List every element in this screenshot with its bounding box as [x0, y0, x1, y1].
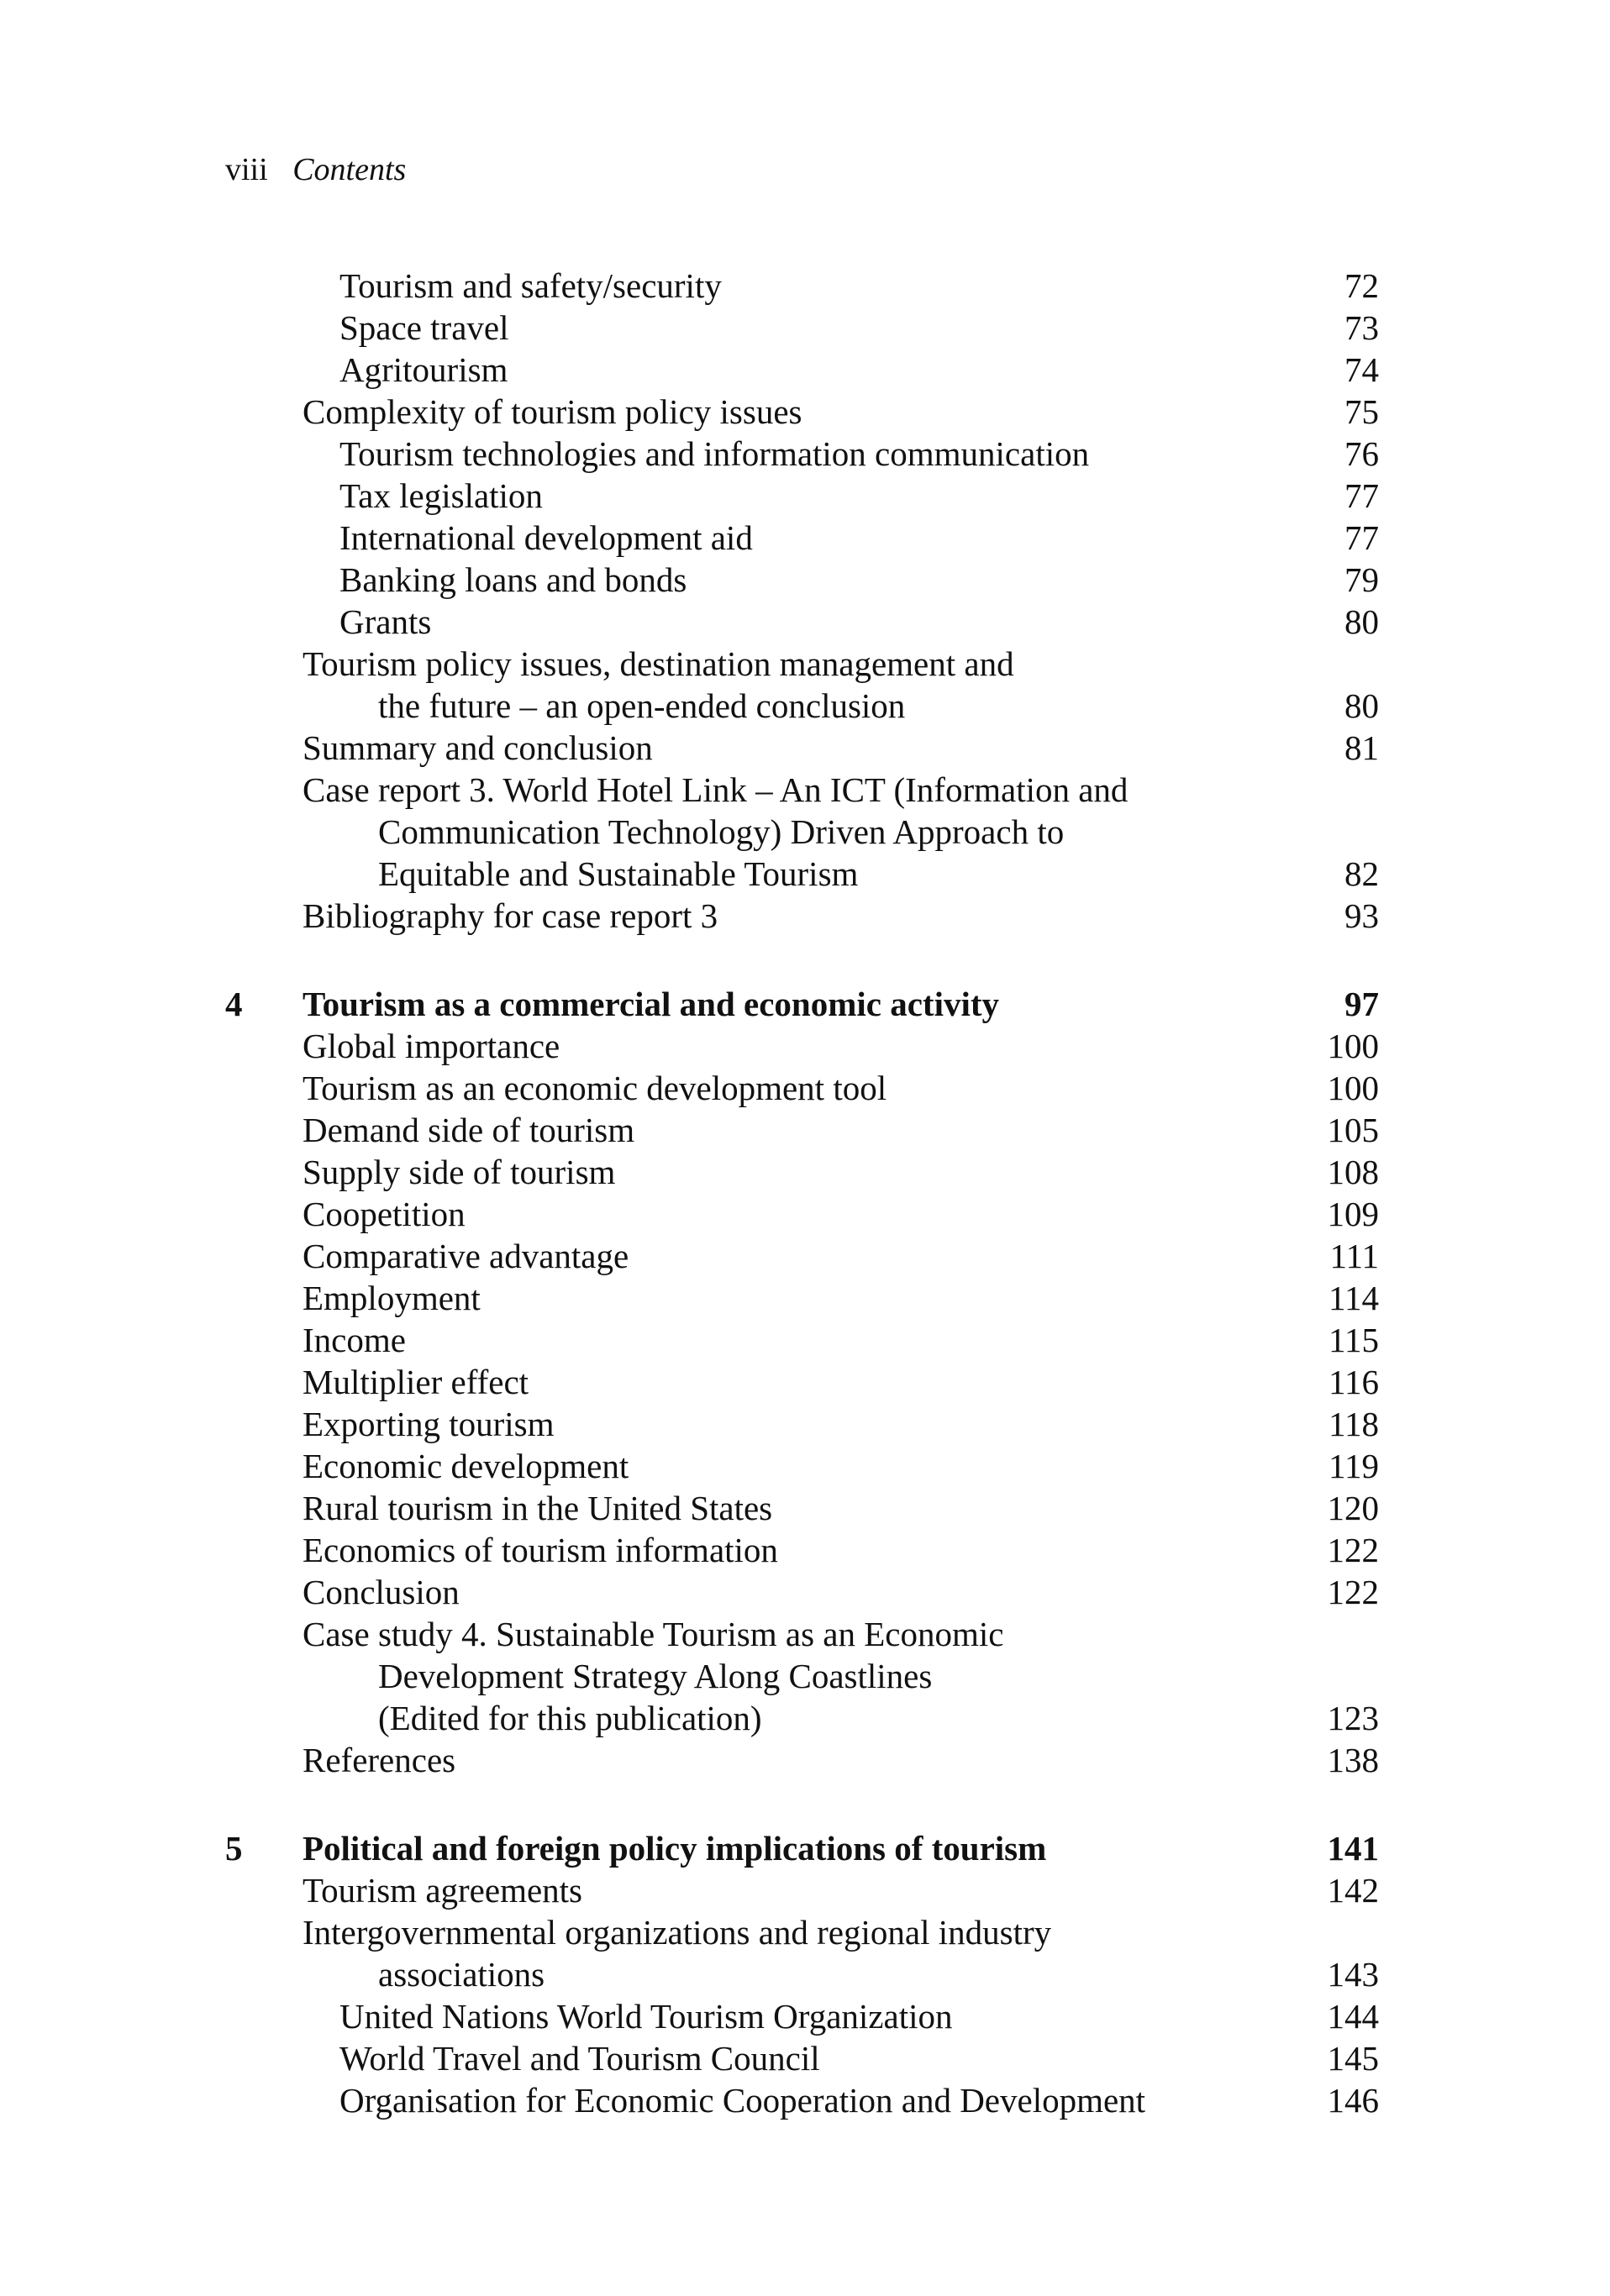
- running-head: [225, 150, 406, 190]
- page-number: 116: [1329, 1363, 1379, 1401]
- page-number: 80: [1344, 686, 1379, 725]
- toc-entry[interactable]: [0, 1067, 1610, 1109]
- entry-title: Summary and conclusion: [303, 728, 653, 767]
- page-number: 114: [1329, 1279, 1379, 1317]
- entry-title: Complexity of tourism policy issues: [303, 392, 802, 431]
- page-number: 100: [1327, 1069, 1379, 1107]
- entry-title: Tourism and safety/security: [339, 266, 722, 305]
- page-number: 82: [1344, 854, 1379, 893]
- toc-chapter-entry[interactable]: [0, 983, 1610, 1025]
- chapter-title: Political and foreign policy implications of tourism: [303, 1829, 1047, 1868]
- entry-title: Multiplier effect: [303, 1363, 529, 1401]
- page-number: 115: [1329, 1321, 1379, 1359]
- page-number: 123: [1327, 1699, 1379, 1737]
- page-number: 74: [1344, 350, 1379, 389]
- page-number: 141: [1327, 1829, 1379, 1868]
- entry-title: International development aid: [339, 518, 753, 557]
- page-number: 146: [1327, 2081, 1379, 2120]
- page-number: 120: [1327, 1489, 1379, 1527]
- toc-chapter-entry[interactable]: [0, 1827, 1610, 1869]
- entry-title: Rural tourism in the United States: [303, 1489, 773, 1527]
- toc-entry[interactable]: [0, 433, 1610, 475]
- toc-entry[interactable]: [0, 643, 1610, 727]
- page-number: 111: [1329, 1237, 1379, 1275]
- entry-title: Equitable and Sustainable Tourism: [378, 854, 859, 893]
- chapter-number: 5: [225, 1829, 243, 1868]
- page-number: 77: [1344, 476, 1379, 515]
- entry-title: Global importance: [303, 1027, 560, 1065]
- toc-entry[interactable]: [0, 1277, 1610, 1319]
- page-number: 97: [1344, 985, 1379, 1023]
- page-number: 144: [1327, 1997, 1379, 2036]
- page-number: 80: [1344, 602, 1379, 641]
- page-folio: viii: [225, 152, 268, 187]
- entry-title: Intergovernmental organizations and regional industry: [303, 1913, 1052, 1952]
- page-number: 122: [1327, 1531, 1379, 1569]
- entry-title: Space travel: [339, 308, 509, 347]
- page-number: 142: [1327, 1871, 1379, 1910]
- page-number: 75: [1344, 392, 1379, 431]
- toc-entry[interactable]: [0, 1151, 1610, 1193]
- entry-title: Tourism as an economic development tool: [303, 1069, 887, 1107]
- entry-title: Bibliography for case report 3: [303, 896, 718, 935]
- toc-entry[interactable]: [0, 265, 1610, 307]
- page-number: 72: [1344, 266, 1379, 305]
- toc-entry[interactable]: [0, 559, 1610, 601]
- toc-entry[interactable]: [0, 475, 1610, 517]
- toc-entry[interactable]: [0, 1319, 1610, 1361]
- toc-entry[interactable]: [0, 517, 1610, 559]
- entry-title: Employment: [303, 1279, 481, 1317]
- toc-entry[interactable]: [0, 1869, 1610, 1911]
- toc-entry[interactable]: [0, 601, 1610, 643]
- toc-entry[interactable]: [0, 1739, 1610, 1781]
- toc-entry[interactable]: [0, 349, 1610, 391]
- toc-entry[interactable]: [0, 1487, 1610, 1529]
- toc-entry[interactable]: [0, 1025, 1610, 1067]
- page-number: 93: [1344, 896, 1379, 935]
- page-number: 76: [1344, 434, 1379, 473]
- entry-title: Development Strategy Along Coastlines: [378, 1657, 933, 1695]
- entry-title: Grants: [339, 602, 432, 641]
- table-of-contents: [0, 265, 1610, 2121]
- toc-entry[interactable]: [0, 727, 1610, 769]
- entry-title: associations: [378, 1955, 545, 1994]
- page-number: 108: [1327, 1153, 1379, 1191]
- toc-entry[interactable]: [0, 1109, 1610, 1151]
- entry-title: World Travel and Tourism Council: [339, 2039, 820, 2078]
- entry-title: (Edited for this publication): [378, 1699, 762, 1737]
- entry-title: Income: [303, 1321, 406, 1359]
- page-number: 119: [1329, 1447, 1379, 1485]
- running-title: Contents: [292, 152, 407, 187]
- entry-title: Supply side of tourism: [303, 1153, 616, 1191]
- toc-entry[interactable]: [0, 1361, 1610, 1403]
- chapter-title: Tourism as a commercial and economic activity: [303, 985, 1000, 1023]
- entry-title: Comparative advantage: [303, 1237, 629, 1275]
- toc-entry[interactable]: [0, 1571, 1610, 1613]
- toc-entry[interactable]: [0, 2037, 1610, 2079]
- page-number: 145: [1327, 2039, 1379, 2078]
- toc-entry[interactable]: [0, 895, 1610, 937]
- page-number: 105: [1327, 1111, 1379, 1149]
- page-number: 138: [1327, 1741, 1379, 1779]
- toc-entry[interactable]: [0, 1911, 1610, 1995]
- toc-entry[interactable]: [0, 307, 1610, 349]
- entry-title: Case report 3. World Hotel Link – An ICT (Information and: [303, 770, 1129, 809]
- page-number: 77: [1344, 518, 1379, 557]
- toc-entry[interactable]: [0, 1995, 1610, 2037]
- page-number: 73: [1344, 308, 1379, 347]
- entry-title: Conclusion: [303, 1573, 460, 1611]
- section-gap: [0, 937, 1610, 983]
- entry-title: Tourism technologies and information communication: [339, 434, 1090, 473]
- toc-entry[interactable]: [0, 391, 1610, 433]
- page-number: 118: [1329, 1405, 1379, 1443]
- entry-title: Economic development: [303, 1447, 629, 1485]
- entry-title: the future – an open-ended conclusion: [378, 686, 906, 725]
- toc-entry[interactable]: [0, 1613, 1610, 1739]
- entry-title: Coopetition: [303, 1195, 466, 1233]
- toc-entry[interactable]: [0, 1193, 1610, 1235]
- entry-title: Banking loans and bonds: [339, 560, 687, 599]
- chapter-number: 4: [225, 985, 243, 1023]
- entry-title: Economics of tourism information: [303, 1531, 778, 1569]
- entry-title: Tourism agreements: [303, 1871, 583, 1910]
- page-number: 79: [1344, 560, 1379, 599]
- toc-entry[interactable]: [0, 1445, 1610, 1487]
- entry-title: Communication Technology) Driven Approach to: [378, 812, 1065, 851]
- entry-title: Tax legislation: [339, 476, 543, 515]
- page-number: 109: [1327, 1195, 1379, 1233]
- entry-title: Case study 4. Sustainable Tourism as an Economic: [303, 1615, 1004, 1653]
- section-gap: [0, 1781, 1610, 1827]
- entry-title: United Nations World Tourism Organization: [339, 1997, 953, 2036]
- toc-entry[interactable]: [0, 769, 1610, 895]
- entry-title: Exporting tourism: [303, 1405, 555, 1443]
- toc-entry[interactable]: [0, 1403, 1610, 1445]
- entry-title: Organisation for Economic Cooperation and Development: [339, 2081, 1146, 2120]
- entry-title: Demand side of tourism: [303, 1111, 635, 1149]
- entry-title: Tourism policy issues, destination management and: [303, 644, 1014, 683]
- page-number: 100: [1327, 1027, 1379, 1065]
- toc-entry[interactable]: [0, 1235, 1610, 1277]
- entry-title: References: [303, 1741, 456, 1779]
- entry-title: Agritourism: [339, 350, 508, 389]
- page-number: 81: [1344, 728, 1379, 767]
- page-number: 143: [1327, 1955, 1379, 1994]
- page-number: 122: [1327, 1573, 1379, 1611]
- toc-entry[interactable]: [0, 2079, 1610, 2121]
- toc-entry[interactable]: [0, 1529, 1610, 1571]
